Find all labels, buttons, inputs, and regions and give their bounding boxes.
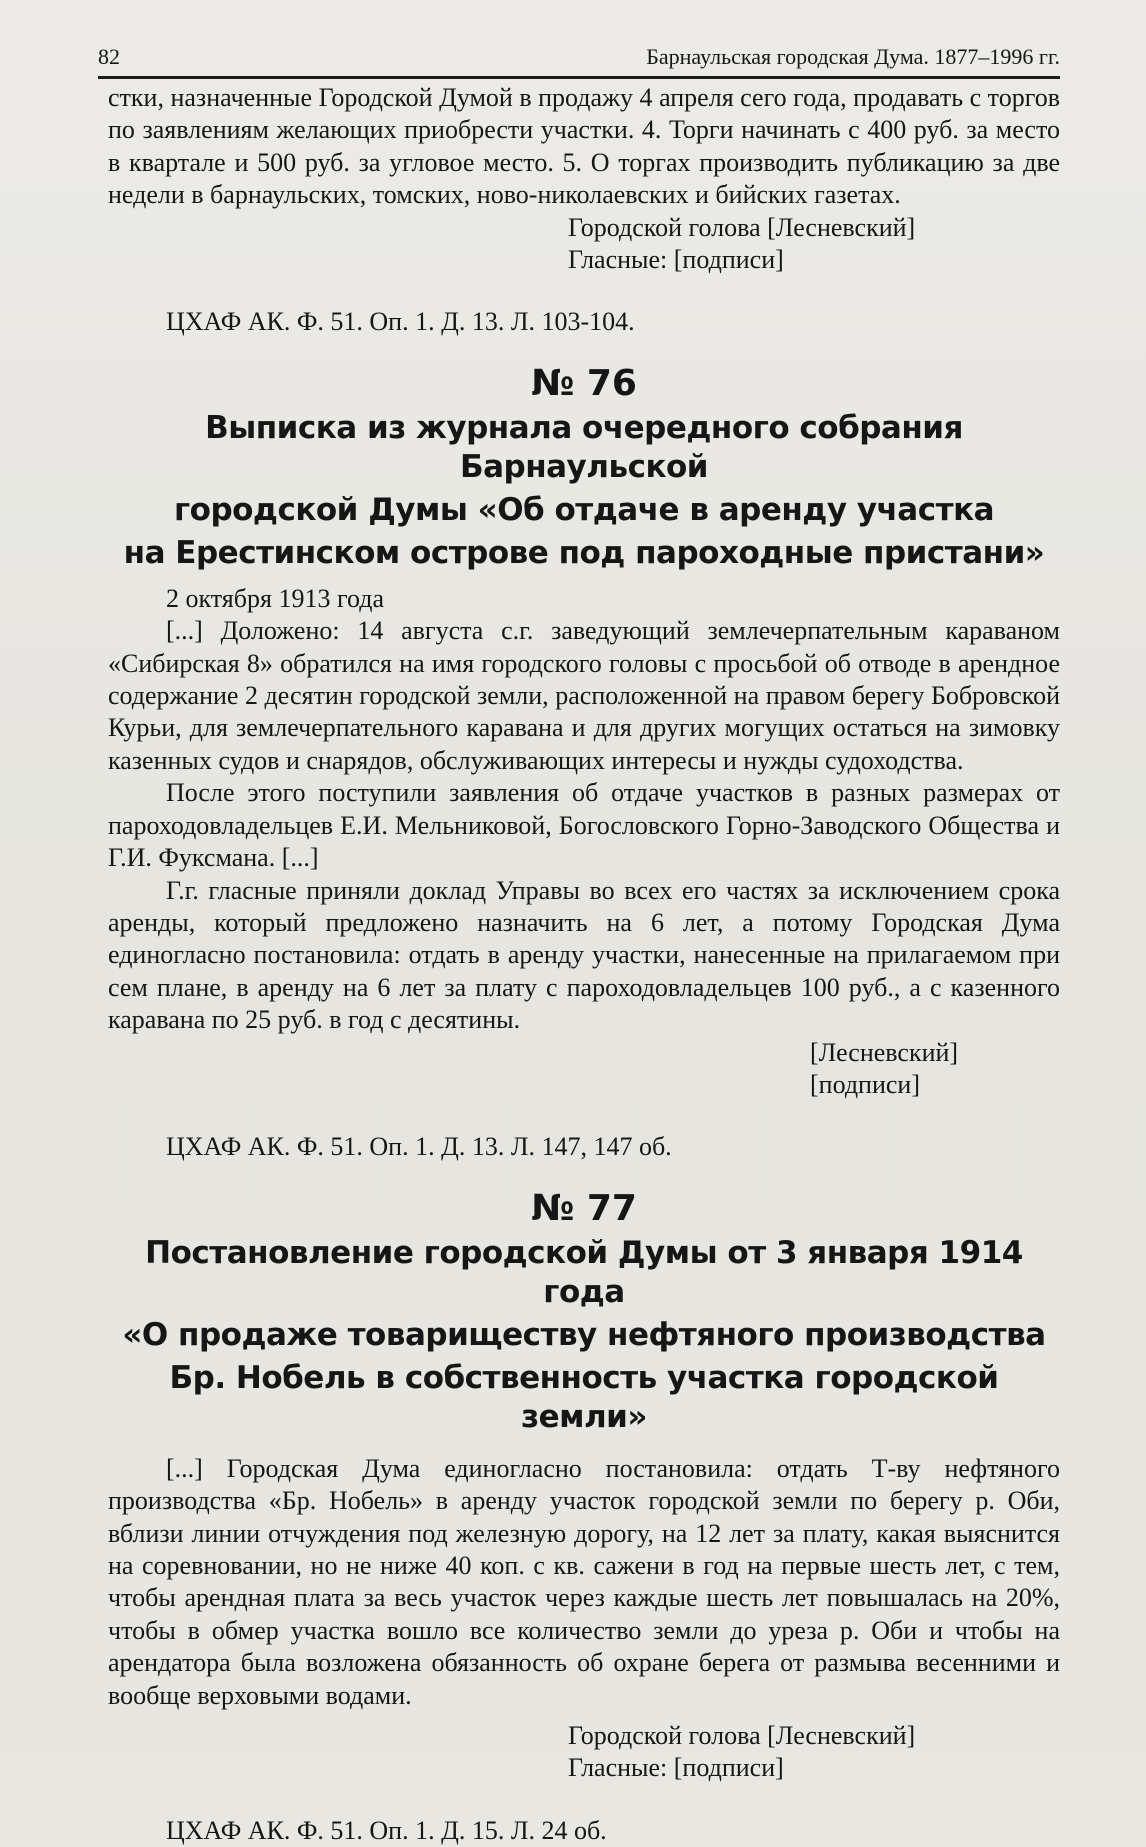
document-title-line: на Ерестинском острове под пароходные пристани» [123, 534, 1045, 571]
archive-reference: ЦХАФ АК. Ф. 51. Оп. 1. Д. 15. Л. 24 об. [166, 1815, 607, 1845]
document-75-paragraph: стки, назначенные Городской Думой в продажу 4 апреля сего года, продавать с торгов по заявлениям желающих приобрести участки. 4. Торги начинать с 400 руб. за место в квартале и 500 руб. за угловое место. 5. О торгах производить публикацию за две недели в барнаульских, томских, ново-николаевских и бийских газетах. [108, 83, 1060, 210]
archive-reference: ЦХАФ АК. Ф. 51. Оп. 1. Д. 13. Л. 103-104. [166, 307, 635, 337]
page-number: 82 [98, 44, 120, 69]
document-number: № 76 [531, 362, 637, 404]
document-paragraph: После этого поступили заявления об отдаче участков в разных размерах от пароходовладельцев Е.И. Мельниковой, Богословского Горно-Заводского Общества и Г.И. Фуксмана. [...] [108, 778, 1060, 873]
header-rule [98, 76, 1060, 79]
document-number: № 77 [531, 1187, 637, 1229]
document-paragraph: [...] Доложено: 14 августа с.г. заведующий землечерпательным караваном «Сибирская 8» обратился на имя городского головы с просьбой об отводе в арендное содержание 2 десятин городской земли, расположенной на правом берегу Бобровской Курьи, для землечерпательного каравана и для других могущих остаться на зимовку казенных судов и снарядов, обслуживающих интересы и нужды судоходства. [108, 616, 1060, 775]
city-head-signature: Городской голова [Лесневский] [568, 1721, 916, 1750]
signature-signatures: [подписи] [810, 1069, 920, 1099]
page-content [108, 82, 1060, 1847]
running-title: Барнаульская городская Дума. 1877–1996 гг. [646, 44, 1060, 69]
city-head-signature: Городской голова [Лесневский] [568, 212, 916, 242]
document-paragraph: Г.г. гласные приняли доклад Управы во всех его частях за исключением срока аренды, который предложено назначить на 6 лет, а потому Городская Дума единогласно постановила: отдать в аренду участки, нанесенные на прилагаемом при сем плане, в аренду на 6 лет за плату с пароходовладельцев 100 руб., а с казенного каравана по 25 руб. в год с десятины. [108, 875, 1060, 1035]
document-77 [108, 1188, 1060, 1847]
document-title-line: Бр. Нобель в собственность участка городской земли» [169, 1359, 999, 1435]
members-signature: Гласные: [подписи] [568, 245, 784, 275]
document-title-line: Выписка из журнала очередного собрания Барнаульской [205, 409, 963, 485]
archive-reference: ЦХАФ АК. Ф. 51. Оп. 1. Д. 13. Л. 147, 147 об. [166, 1132, 672, 1162]
spacer [108, 1437, 1060, 1453]
document-76 [108, 363, 1060, 1164]
document-paragraph: [...] Городская Дума единогласно постановила: отдать Т-ву нефтяного производства «Бр. Нобель» в аренду участок городской земли по берегу р. Оби, вблизи линии отчуждения под железную дорогу, на 12 лет за плату, какая выяснится на соревновании, но не ниже 40 коп. с кв. сажени в год на первые шесть лет, с тем, чтобы арендная плата за весь участок через каждые шесть лет повышалась на 20%, чтобы в обмер участка вошло все количество земли до уреза р. Оби и чтобы на арендатора была возложена обязанность об охране берега от размыва весенними и вообще верховыми водами. [108, 1453, 1060, 1710]
document-date: 2 октября 1913 года [166, 583, 384, 613]
members-signature: Гласные: [подписи] [568, 1753, 784, 1783]
document-title-line: Постановление городской Думы от 3 января 1914 года [145, 1234, 1023, 1310]
spacer [108, 1712, 1060, 1720]
document-title-line: «О продаже товариществу нефтяного производства [122, 1316, 1046, 1353]
running-header [98, 42, 1060, 76]
document-75-tail [108, 82, 1060, 339]
signature-name: [Лесневский] [810, 1037, 959, 1067]
document-title-line: городской Думы «Об отдаче в аренду участка [173, 491, 995, 528]
